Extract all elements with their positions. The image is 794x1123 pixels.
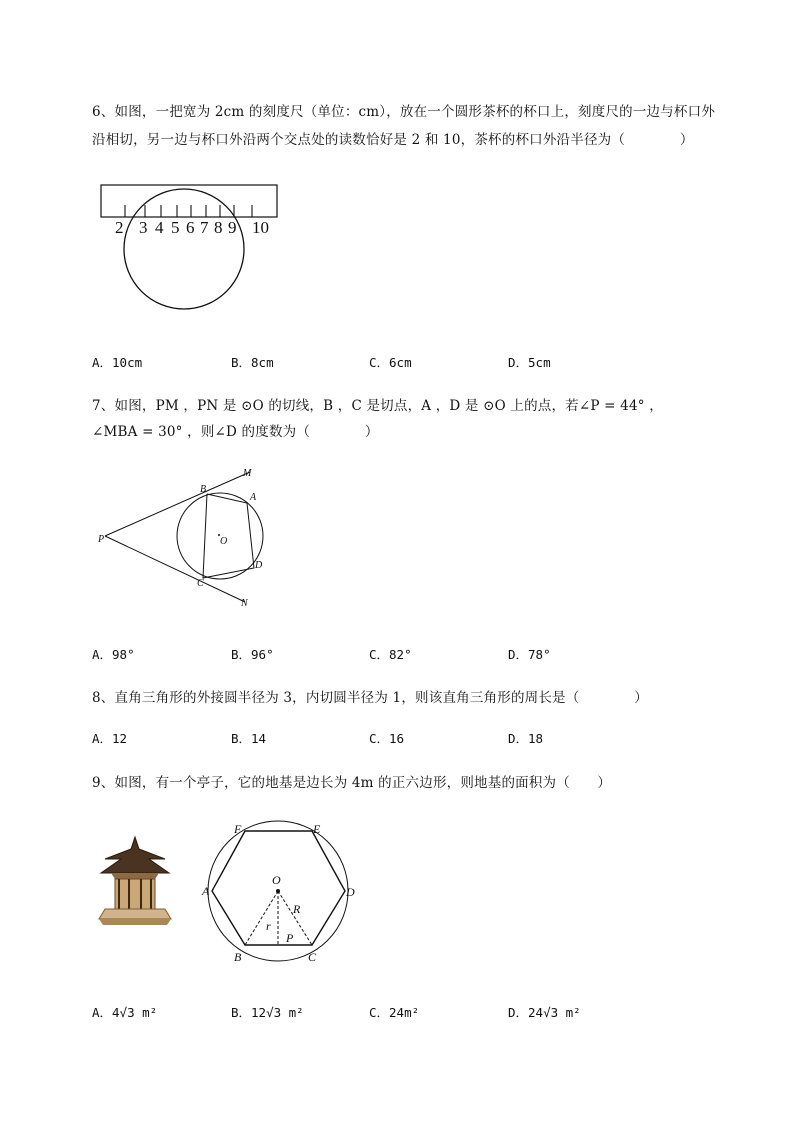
q6-option-d: D．5cm bbox=[508, 355, 551, 370]
q7-tangent-circle-figure bbox=[95, 462, 275, 612]
tick-label: 8 bbox=[214, 218, 223, 237]
label-o: O bbox=[220, 536, 228, 547]
label-p: P bbox=[286, 931, 294, 945]
tick-label: 3 bbox=[139, 218, 148, 237]
label-d: D bbox=[255, 560, 263, 571]
label-e: E bbox=[313, 822, 321, 836]
tick-label: 6 bbox=[186, 218, 195, 237]
q8-text-line-1: 8、直角三角形的外接圆半径为 3，内切圆半径为 1，则该直角三角形的周长是（ ） bbox=[92, 690, 648, 706]
label-r-lower: r bbox=[266, 919, 271, 933]
label-r-upper: R bbox=[293, 902, 301, 916]
q8-option-b: B．14 bbox=[231, 731, 267, 746]
tick-label: 4 bbox=[155, 218, 164, 237]
label-o: O bbox=[272, 873, 281, 887]
label-f: F bbox=[234, 822, 242, 836]
tick-label: 2 bbox=[115, 218, 124, 237]
label-n: N bbox=[241, 598, 248, 609]
q7-option-a: A．98° bbox=[92, 647, 135, 662]
label-m: M bbox=[243, 468, 252, 479]
q7-option-d: D．78° bbox=[508, 647, 551, 662]
q6-ruler-cup-figure bbox=[95, 180, 285, 315]
q9-option-c: C．24m² bbox=[369, 1005, 420, 1020]
center-point bbox=[276, 889, 280, 893]
quadrilateral-badc bbox=[203, 494, 254, 578]
pavilion-image bbox=[95, 835, 175, 930]
q8-option-d: D．18 bbox=[508, 731, 544, 746]
label-a: A bbox=[202, 884, 210, 898]
tick-label: 7 bbox=[200, 218, 209, 237]
tick-label: 10 bbox=[252, 218, 269, 237]
label-b: B bbox=[200, 484, 207, 495]
q8-option-c: C．16 bbox=[369, 731, 405, 746]
label-p: P bbox=[98, 534, 105, 545]
q7-text-line-2: ∠MBA = 30° ，则∠D 的度数为（ ） bbox=[92, 424, 379, 440]
q6-option-b: B．8cm bbox=[231, 355, 274, 370]
q6-text-line-2: 沿相切，另一边与杯口外沿两个交点处的读数恰好是 2 和 10，茶杯的杯口外沿半径为（ ） bbox=[92, 132, 694, 148]
label-d: D bbox=[346, 885, 355, 899]
label-c: C bbox=[308, 950, 317, 964]
q9-option-d: D．24√3 m² bbox=[508, 1005, 581, 1020]
q6-option-c: C．6cm bbox=[369, 355, 412, 370]
q7-option-c: C．82° bbox=[369, 647, 412, 662]
q9-option-b: B．12√3 m² bbox=[231, 1005, 304, 1020]
q9-option-a: A．4√3 m² bbox=[92, 1005, 158, 1020]
label-b: B bbox=[234, 950, 242, 964]
cup-circle bbox=[124, 189, 244, 309]
tangent-pm bbox=[105, 472, 250, 536]
tick-label: 9 bbox=[228, 218, 237, 237]
label-a: A bbox=[250, 492, 257, 503]
q9-text-line-1: 9、如图，有一个亭子，它的地基是边长为 4m 的正六边形，则地基的面积为（ ） bbox=[92, 775, 612, 791]
q9-hexagon-figure bbox=[200, 818, 360, 966]
tick-label: 5 bbox=[171, 218, 180, 237]
q7-text-line-1: 7、如图，PM ，PN 是 ⊙O 的切线，B ，C 是切点，A ，D 是 ⊙O 上的点，若∠P = 44° ， bbox=[92, 398, 663, 414]
label-c: C bbox=[197, 578, 204, 589]
q6-text-line-1: 6、如图，一把宽为 2cm 的刻度尺（单位：cm），放在一个圆形茶杯的杯口上，刻度尺的一边与杯口外 bbox=[92, 104, 716, 120]
q8-option-a: A．12 bbox=[92, 731, 128, 746]
q6-option-a: A．10cm bbox=[92, 355, 143, 370]
q7-option-b: B．96° bbox=[231, 647, 274, 662]
